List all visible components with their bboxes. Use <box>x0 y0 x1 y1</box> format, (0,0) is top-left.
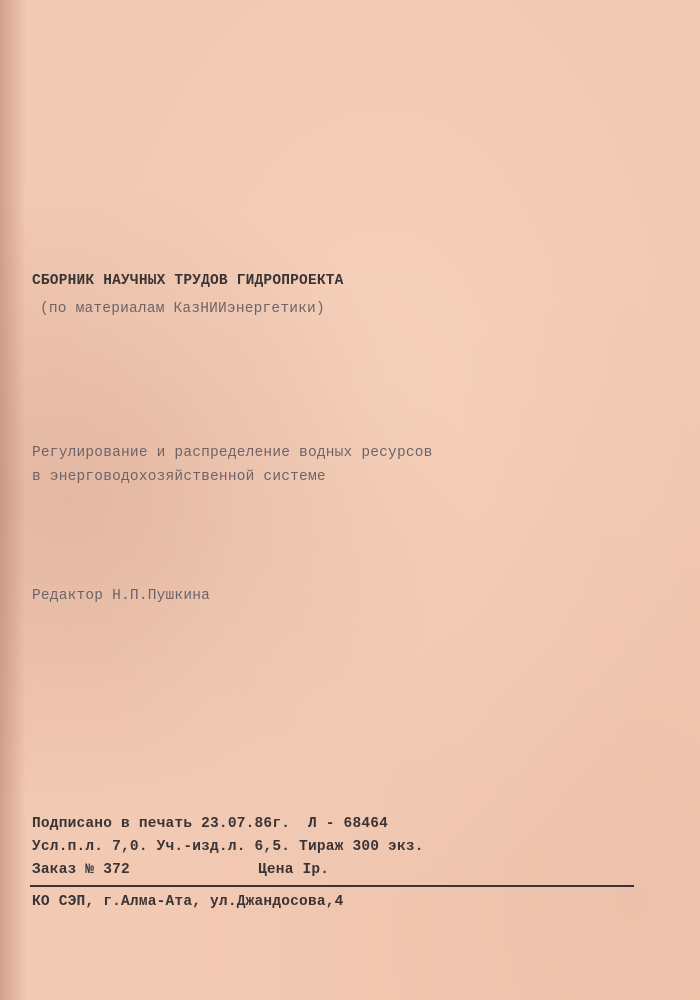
imprint-line-1: Подписано в печать 23.07.86г. Л - 68464 <box>32 816 389 832</box>
work-title-line-2: в энерговодохозяйственной системе <box>32 469 326 485</box>
order-number: Заказ № 372 <box>32 862 130 878</box>
page-spine-shadow <box>0 0 26 1000</box>
imprint-line-2: Усл.п.л. 7,0. Уч.-изд.л. 6,5. Тираж 300 экз. <box>32 839 424 855</box>
publisher-address: КО СЭП, г.Алма-Ата, ул.Джандосова,4 <box>32 894 344 910</box>
work-title-line-1: Регулирование и распределение водных ресурсов <box>32 445 433 461</box>
editor-credit: Редактор Н.П.Пушкина <box>32 588 211 604</box>
price: Цена Iр. <box>258 862 330 878</box>
collection-title: СБОРНИК НАУЧНЫХ ТРУДОВ ГИДРОПРОЕКТА <box>32 273 344 289</box>
imprint-divider <box>30 885 634 887</box>
collection-subtitle: (по материалам КазНИИэнергетики) <box>40 301 325 317</box>
